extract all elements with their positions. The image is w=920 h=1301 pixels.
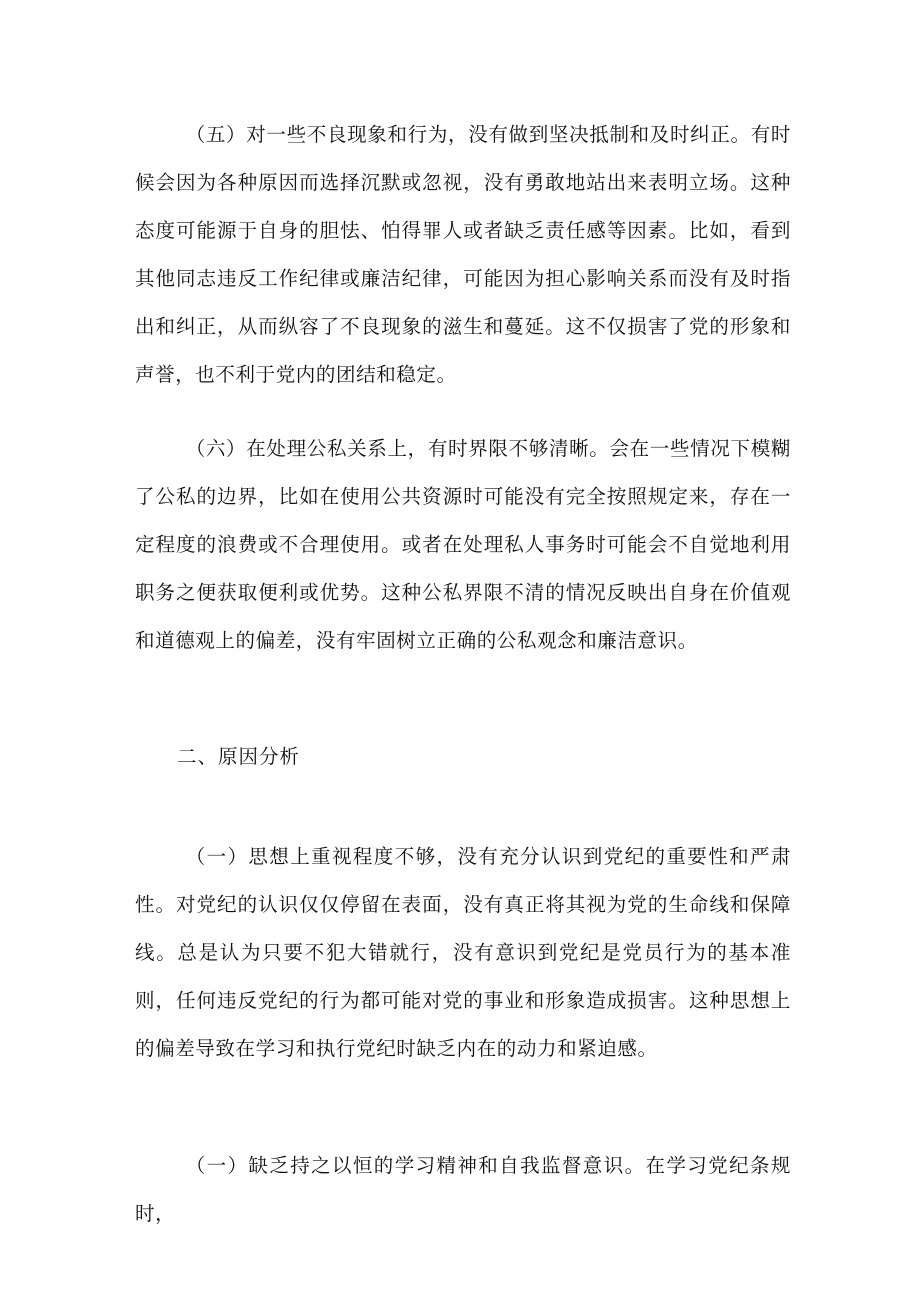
paragraph-item-5: （五）对一些不良现象和行为，没有做到坚决抵制和及时纠正。有时候会因为各种原因而选择沉默或忽视，没有勇敢地站出来表明立场。这种态度可能源于自身的胆怯、怕得罪人或者缺乏责任感等因素。比如，看到其他同志违反工作纪律或廉洁纪律，可能因为担心影响关系而没有及时指出和纠正，从而纵容了不良现象的滋生和蔓延。这不仅损害了党的形象和声誉，也不利于党内的团结和稳定。	[135, 123, 791, 386]
paragraph-cause-2: （一）缺乏持之以恒的学习精神和自我监督意识。在学习党纪条规时，	[135, 1154, 791, 1225]
paragraph-cause-1: （一）思想上重视程度不够，没有充分认识到党纪的重要性和严肃性。对党纪的认识仅仅停留在表面，没有真正将其视为党的生命线和保障线。总是认为只要不犯大错就行，没有意识到党纪是党员行为的基本准则，任何违反党纪的行为都可能对党的事业和形象造成损害。这种思想上的偏差导致在学习和执行党纪时缺乏内在的动力和紧迫感。	[135, 845, 791, 1060]
paragraph-item-6: （六）在处理公私关系上，有时界限不够清晰。会在一些情况下模糊了公私的边界，比如在使用公共资源时可能没有完全按照规定来，存在一定程度的浪费或不合理使用。或者在处理私人事务时可能会不自觉地利用职务之便获取便利或优势。这种公私界限不清的情况反映出自身在价值观和道德观上的偏差，没有牢固树立正确的公私观念和廉洁意识。	[135, 437, 791, 652]
section-heading: 二、原因分析	[177, 745, 301, 768]
